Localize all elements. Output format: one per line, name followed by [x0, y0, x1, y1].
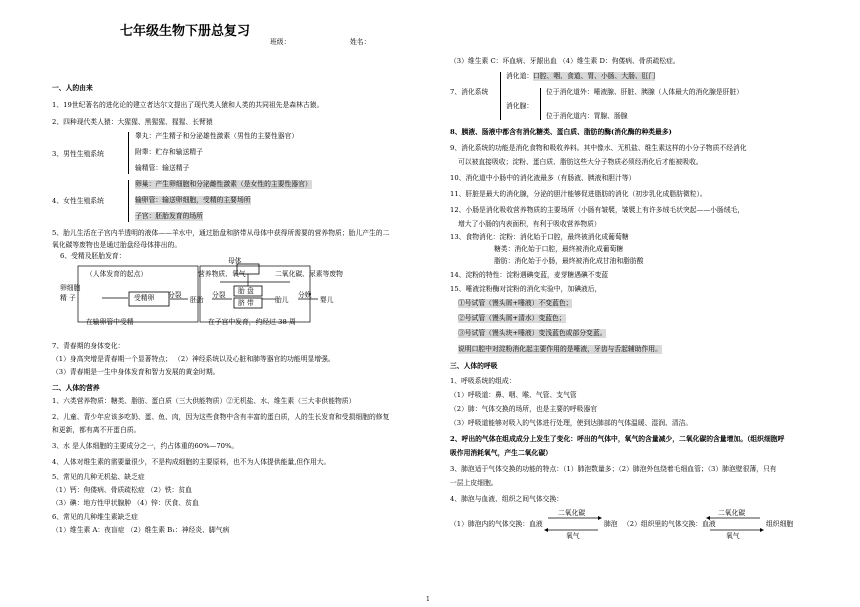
- text-line: ①号试管（馒头屑+唾液）不变蓝色；: [458, 299, 573, 307]
- digestive-gland-label: 消化腺：: [506, 102, 534, 110]
- text-line: 9、消化系统的功能是消化食物和吸收养料。其中像水、无机盐、维生素这样的小分子物质不经消化: [450, 144, 747, 152]
- text-line: 5、胎儿生活在子宫内半透明的液体——羊水中，通过胎盘和脐带从母体中获得所需要的营养物质；胎儿产生的二: [52, 229, 390, 237]
- text-line: 2、呼出的气体在组成成分上发生了变化：呼出的气体中，氧气的含量减少，二氧化碳的含量增加。（组织细胞呼: [450, 435, 785, 443]
- diagram-label: 脐 带: [238, 299, 254, 307]
- diagram-label: 二氧化碳: [558, 509, 586, 517]
- text-line: 5、常见的几种无机盐、缺乏症: [52, 473, 145, 481]
- text-line: 12、小肠是消化吸收营养物质的主要场所（小肠有皱襞，皱襞上有许多绒毛状突起——小肠绒毛，: [450, 206, 745, 214]
- text-line: （3）呼吸道能够对吸入的气体进行处理，使到达肺部的气体温暖、湿润、清洁。: [450, 419, 693, 427]
- text-line: 输精管：输送精子: [135, 164, 190, 172]
- text-line: 睾丸：产生精子和分泌雄性激素（男性的主要性器官）: [135, 132, 299, 140]
- text-line: 6、受精及胚胎发育：: [60, 252, 126, 260]
- digestive-system-label: 7、消化系统: [450, 88, 489, 96]
- diagram-label: 营养物质、氧气: [198, 270, 246, 278]
- text-line: 附睾：贮存和输送精子: [135, 148, 203, 156]
- text-line: 卵巢：产生卵细胞和分泌雌性激素（是女性的主要性器官）: [135, 180, 312, 188]
- diagram-label: 二氧化碳: [718, 509, 746, 517]
- diagram-label: 肺泡: [604, 520, 618, 528]
- diagram-label: 分娩: [298, 291, 312, 299]
- brace: [500, 72, 501, 120]
- page-title: 七年级生物下册总复习: [120, 24, 251, 39]
- text-line: ③号试管（馒头块+唾液）变浅蓝色或部分变蓝。: [458, 329, 607, 337]
- text-line: 糖类：消化始于口腔，最终被消化成葡萄糖: [494, 245, 624, 253]
- text-line: （3）维生素 C：坏血病、牙龈出血 （4）维生素 D：佝偻病、骨质疏松症。: [450, 57, 680, 65]
- text-line: 1、呼吸系统的组成：: [450, 377, 516, 385]
- text-line: 7、青春期的身体变化：: [52, 342, 125, 350]
- text-line: 6、常见的几种维生素缺乏症: [52, 513, 138, 521]
- section-heading: 一、人的由来: [52, 84, 93, 92]
- text-line: 位于消化道外：唾液腺、肝脏、胰腺（人体最大的消化腺是肝脏）: [546, 88, 744, 96]
- diagram-label: 组织细胞: [766, 520, 794, 528]
- text-line: 子宫：胚胎发育的场所: [135, 212, 203, 220]
- text-line: 3、水 是人体细胞的主要成分之一，约占体重的60%—70%。: [52, 442, 239, 450]
- text-line: 13、食物消化：淀粉：消化始于口腔，最终被消化成葡萄糖: [450, 233, 629, 241]
- diagram-label: 氧气: [726, 532, 740, 540]
- text-line: 14、淀粉的特性：淀粉遇碘变蓝，麦芽糖遇碘不变蓝: [450, 271, 609, 279]
- text-line: 15、唾液淀粉酶对淀粉的消化实验中，加碘液后，: [450, 285, 602, 293]
- brace: [128, 180, 129, 222]
- text-line: （2）组织里的气体交换：血液: [623, 520, 716, 528]
- diagram-label: 精 子: [60, 294, 76, 302]
- diagram-label: 在输卵管中受精: [86, 318, 134, 326]
- diagram-label: 二氧化碳、尿素等废物: [275, 270, 343, 278]
- male-system-label: 3、男性生殖系统: [52, 150, 104, 158]
- text-line: 1、六类营养物质：糖类、脂肪、蛋白质（三大供能物质）②无机盐、水、维生素（三大非供能物质）: [52, 397, 356, 405]
- text-line: 10、消化道中小肠中的消化液最多（有肠液、胰液和胆汁等）: [450, 174, 636, 182]
- class-label: 班级：: [270, 38, 291, 46]
- text-line: 和更新，都有离不开蛋白质。: [52, 426, 141, 434]
- text-line: （1）肺泡内的气体交换：血液: [450, 520, 543, 528]
- text-line: （1）钙：佝偻病、骨质疏松症 （2）铁：贫血: [52, 486, 192, 494]
- text-line: 3、肺泡适于气体交换的功能的特点：（1）肺泡数量多；（2）肺泡外包绕着毛细血管；（3）肺泡壁很薄，只有: [450, 465, 777, 473]
- text-line: （1）维生素 A：夜盲症 （2）维生素 B₁：神经炎、脚气病: [52, 526, 230, 534]
- text-line: 1、19世纪著名的进化论的建立者达尔文提出了现代类人猿和人类的共同祖先是森林古猿。: [52, 101, 324, 109]
- text-line: ②号试管（馒头屑+清水）变蓝色；: [458, 314, 566, 322]
- brace: [128, 132, 129, 174]
- text-line: 2、四种现代类人猿：大猩猩、黑猩猩、猩猩、长臂猿: [52, 118, 213, 126]
- diagram-label: 氧气: [566, 532, 580, 540]
- diagram-label: 分裂: [212, 291, 226, 299]
- section-heading: 二、人体的营养: [52, 384, 100, 392]
- text-line: 一层上皮细胞。: [450, 479, 498, 487]
- brace: [540, 88, 541, 120]
- text-line: 吸作用消耗氧气，产生二氧化碳）: [450, 449, 552, 457]
- text-line: 氧化碳等废物也是通过胎盘经母体排出的。: [52, 241, 182, 249]
- text-line: 11、肝脏是最大的消化腺，分泌的胆汁能够促进脂肪的消化（初步乳化成脂肪微粒）。: [450, 190, 707, 198]
- diagram-label: 胚胎: [190, 296, 204, 304]
- text-line: 说明口腔中对淀粉消化起主要作用的是唾液，牙齿与舌起辅助作用。: [458, 345, 662, 353]
- diagram-label: （人体发育的起点）: [86, 270, 148, 278]
- female-system-label: 4、女性生殖系统: [52, 197, 104, 205]
- digestive-tract-label: 消化道：: [506, 72, 534, 80]
- diagram-label: 母体: [228, 257, 242, 265]
- diagram-label: 胎 盘: [238, 287, 254, 295]
- text-line: （1）呼吸道：鼻、咽、喉、气管、支气管: [450, 391, 577, 399]
- diagram-label: 婴儿: [320, 296, 334, 304]
- diagram-label: 在子宫中发育，约经过 38 周: [208, 318, 296, 326]
- text-line: 增大了小肠的内表面积，有利于吸收营养物质）: [458, 220, 601, 228]
- text-line: 脂肪：消化始于小肠，最终被消化成甘油和脂肪酸: [494, 257, 644, 265]
- name-label: 姓名：: [350, 38, 371, 46]
- text-line: 口腔、咽、食道、胃、小肠、大肠、肛门: [533, 72, 656, 80]
- text-line: （1）身高突增是青春期一个显著特点； （2）神经系统以及心脏和肺等器官的功能明显增强。: [52, 355, 335, 363]
- text-line: 可以被直接吸收；淀粉、蛋白质、脂肪这些大分子物质必须经消化后才能被吸收。: [458, 158, 703, 166]
- section-heading: 三、人体的呼吸: [450, 362, 498, 370]
- text-line: 8、胰液、肠液中都含有消化糖类、蛋白质、脂肪的酶(消化酶的种类最多): [450, 128, 672, 136]
- diagram-label: 胎儿: [275, 296, 289, 304]
- text-line: 输卵管：输送卵细胞，受精的主要场所: [135, 196, 251, 204]
- text-line: 4、肺泡与血液、组织之间气体交换：: [450, 495, 564, 503]
- text-line: （2）肺：气体交换的场所，也是主要的呼吸器官: [450, 405, 598, 413]
- text-line: 2、儿童、青少年应该多吃奶、蛋、鱼、肉，因为这些食物中含有丰富的蛋白质，人的生长发育和受损细胞的修复: [52, 413, 390, 421]
- page-number: 1: [426, 596, 430, 603]
- text-line: （3）青春期是一生中身体发育和智力发展的黄金时期。: [52, 368, 220, 376]
- diagram-label: 分裂: [168, 291, 182, 299]
- diagram-label: 卵细胞: [60, 284, 81, 292]
- text-line: （3）碘：地方性甲状腺肿 （4）锌：厌食、贫血: [52, 499, 199, 507]
- diagram-label: 受精卵: [134, 294, 155, 302]
- text-line: 4、人体对维生素的需要量很少，不是构成细胞的主要原料，也不为人体提供能量,但作用大。: [52, 458, 331, 466]
- text-line: 位于消化道内：胃腺、肠腺: [546, 112, 628, 120]
